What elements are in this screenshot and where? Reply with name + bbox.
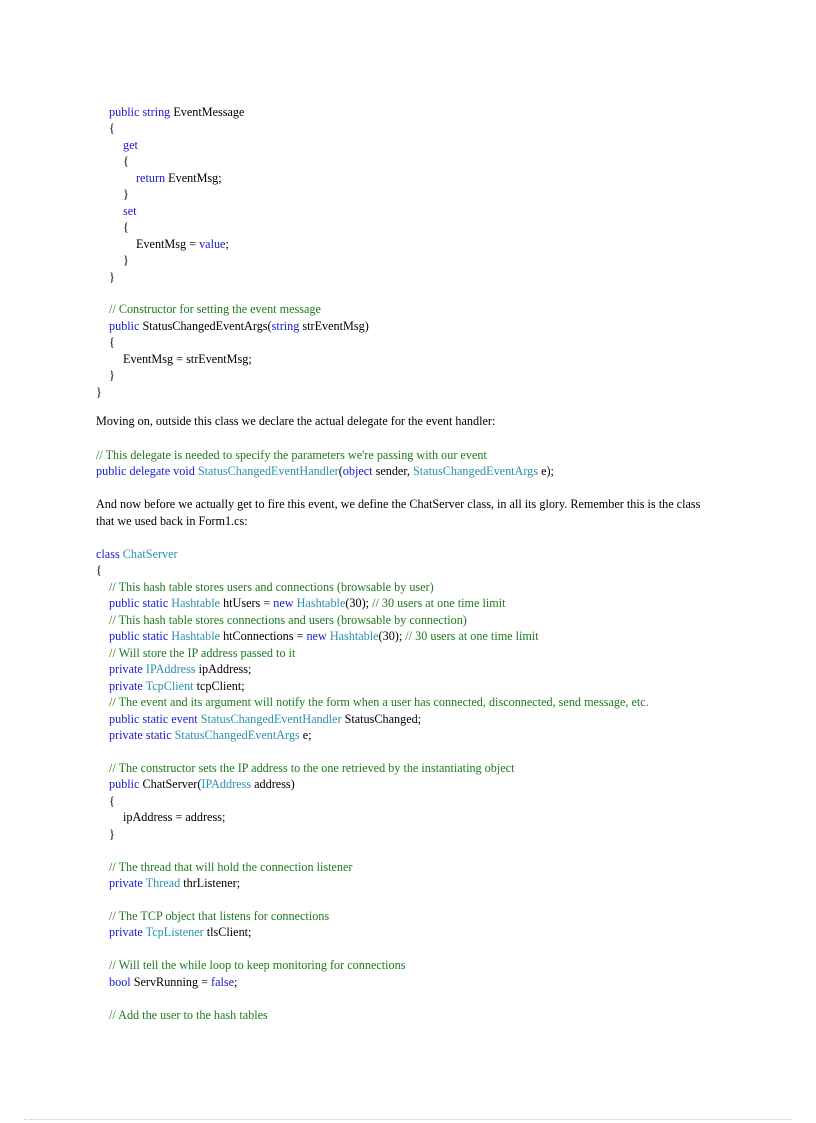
- code-token: htConnections =: [223, 629, 307, 644]
- code-token: (: [338, 464, 343, 479]
- code-token: EventMessage: [173, 105, 245, 119]
- code-token: Hashtable: [171, 596, 224, 611]
- code-line: [109, 1007, 268, 1023]
- code-token: private static: [109, 727, 175, 742]
- code-token: value: [199, 236, 226, 251]
- code-token: StatusChangedEventArgs(: [142, 318, 272, 333]
- code-line: [123, 809, 225, 825]
- code-line: [136, 236, 229, 252]
- code-line: [109, 974, 237, 990]
- code-token: // The constructor sets the IP address to the one retrieved by the instantiating object: [109, 760, 515, 775]
- code-token: // The event and its argument will notify the form when a user has connected, disconnected, send message, etc.: [109, 695, 649, 710]
- code-line: [123, 203, 137, 219]
- code-line: [109, 678, 245, 694]
- code-token: IPAddress: [145, 662, 199, 677]
- code-token: Thread: [145, 876, 184, 890]
- code-token: object: [342, 464, 376, 479]
- code-token: public static event: [109, 711, 201, 726]
- code-token: htUsers =: [223, 596, 274, 611]
- code-line: [123, 153, 129, 169]
- code-token: {: [109, 793, 115, 808]
- code-line: [96, 546, 178, 562]
- code-token: return: [136, 170, 169, 185]
- code-token: sender,: [375, 464, 413, 479]
- code-token: private: [109, 925, 146, 940]
- code-token: (30);: [378, 629, 406, 644]
- code-token: {: [96, 563, 102, 578]
- code-line: [136, 170, 222, 186]
- code-token: StatusChanged;: [344, 711, 422, 726]
- code-token: Hashtable: [329, 629, 379, 644]
- code-token: StatusChangedEventArgs: [413, 464, 542, 479]
- code-token: // Will tell the while loop to keep monitoring for connections: [109, 958, 406, 973]
- code-token: set: [123, 203, 137, 218]
- code-token: Hashtable: [296, 596, 346, 611]
- code-token: // Constructor for setting the event message: [109, 302, 321, 317]
- code-line: [109, 793, 115, 809]
- code-token: StatusChangedEventArgs: [174, 727, 303, 742]
- code-token: }: [109, 269, 115, 284]
- code-line: [109, 957, 405, 973]
- code-token: EventMsg =: [136, 236, 200, 251]
- code-token: public delegate void: [96, 464, 198, 479]
- code-line: [109, 269, 115, 285]
- code-token: IPAddress: [201, 777, 255, 792]
- code-token: e);: [541, 464, 554, 479]
- page-bottom-border: [24, 1119, 792, 1120]
- paragraph-chatserver-intro: And now before we actually get to fire this event, we define the ChatServer class, in all its glory. Remember this is the class that we used back in Form1.cs:: [96, 497, 701, 528]
- code-line: [109, 612, 467, 628]
- code-token: public string: [109, 105, 174, 119]
- code-token: // This hash table stores users and connections (browsable by user): [109, 579, 434, 594]
- code-token: ;: [225, 236, 229, 251]
- code-token: {: [109, 335, 115, 350]
- code-token: }: [123, 187, 129, 202]
- code-token: class: [96, 547, 123, 561]
- code-token: EventMsg;: [168, 170, 222, 185]
- code-token: StatusChangedEventHandler: [197, 464, 339, 479]
- code-line: [109, 875, 240, 891]
- code-token: false: [211, 974, 235, 989]
- code-token: {: [109, 121, 115, 136]
- code-token: Hashtable: [171, 629, 224, 644]
- code-line: [123, 137, 138, 153]
- code-line: [109, 924, 251, 940]
- code-token: {: [123, 220, 129, 235]
- code-token: // This hash table stores connections and users (browsable by connection): [109, 612, 467, 627]
- code-line: [109, 826, 115, 842]
- code-line: [109, 628, 539, 644]
- code-line: [109, 727, 312, 743]
- code-token: // The TCP object that listens for connections: [109, 908, 330, 923]
- code-token: new: [273, 596, 297, 611]
- code-token: ServRunning =: [133, 974, 212, 989]
- code-line: [96, 562, 102, 578]
- code-token: TcpClient: [145, 678, 197, 693]
- code-line: [109, 760, 514, 776]
- code-token: // This delegate is needed to specify the parameters we're passing with our event: [96, 448, 487, 462]
- code-token: e;: [302, 727, 312, 742]
- code-token: (30);: [345, 596, 373, 611]
- code-token: }: [123, 253, 129, 268]
- code-token: new: [306, 629, 330, 644]
- code-line: [109, 301, 321, 317]
- code-token: private: [109, 678, 146, 693]
- code-token: get: [123, 137, 138, 152]
- code-token: EventMsg = strEventMsg;: [123, 351, 252, 366]
- code-line: [109, 120, 115, 136]
- code-token: }: [96, 384, 102, 399]
- code-token: private: [109, 662, 146, 677]
- code-line: [109, 318, 369, 334]
- code-token: string: [271, 318, 303, 333]
- code-line: [109, 859, 352, 875]
- code-token: tlsClient;: [206, 925, 252, 940]
- code-token: address): [254, 777, 295, 792]
- code-line: [109, 104, 244, 120]
- code-token: }: [109, 368, 115, 383]
- code-token: // 30 users at one time limit: [372, 596, 506, 611]
- code-line: [109, 367, 115, 383]
- code-token: StatusChangedEventHandler: [200, 711, 345, 726]
- code-token: ChatServer: [122, 547, 178, 561]
- code-token: ChatServer(: [142, 777, 202, 792]
- code-line: [109, 595, 505, 611]
- code-token: public: [109, 318, 143, 333]
- code-token: public static: [109, 629, 172, 644]
- code-line: [123, 219, 129, 235]
- code-token: ;: [234, 974, 238, 989]
- code-token: public static: [109, 596, 172, 611]
- code-line: [109, 908, 329, 924]
- code-line: [109, 711, 421, 727]
- code-line: [96, 463, 554, 479]
- code-token: public: [109, 777, 143, 792]
- code-token: TcpListener: [145, 925, 207, 940]
- code-line: [123, 186, 129, 202]
- code-token: ipAddress = address;: [123, 810, 226, 825]
- code-token: strEventMsg): [302, 318, 369, 333]
- code-token: thrListener;: [183, 876, 241, 890]
- code-token: // Will store the IP address passed to it: [109, 645, 296, 660]
- code-token: // Add the user to the hash tables: [109, 1007, 268, 1022]
- code-line: [96, 384, 102, 400]
- code-token: // 30 users at one time limit: [405, 629, 539, 644]
- code-token: {: [123, 154, 129, 169]
- code-line: [109, 579, 434, 595]
- code-line: [109, 776, 295, 792]
- code-line: [123, 252, 129, 268]
- code-token: bool: [109, 974, 134, 989]
- code-token: tcpClient;: [196, 678, 245, 693]
- code-line: [109, 661, 251, 677]
- code-line: [123, 351, 252, 367]
- code-token: private: [109, 876, 146, 890]
- code-token: ipAddress;: [198, 662, 252, 677]
- code-line: [96, 447, 487, 463]
- code-token: // The thread that will hold the connection listener: [109, 859, 353, 874]
- code-line: [109, 334, 115, 350]
- code-token: }: [109, 826, 115, 841]
- code-line: [109, 694, 649, 710]
- paragraph-delegate-intro: Moving on, outside this class we declare the actual delegate for the event handler:: [96, 414, 496, 428]
- code-line: [109, 645, 295, 661]
